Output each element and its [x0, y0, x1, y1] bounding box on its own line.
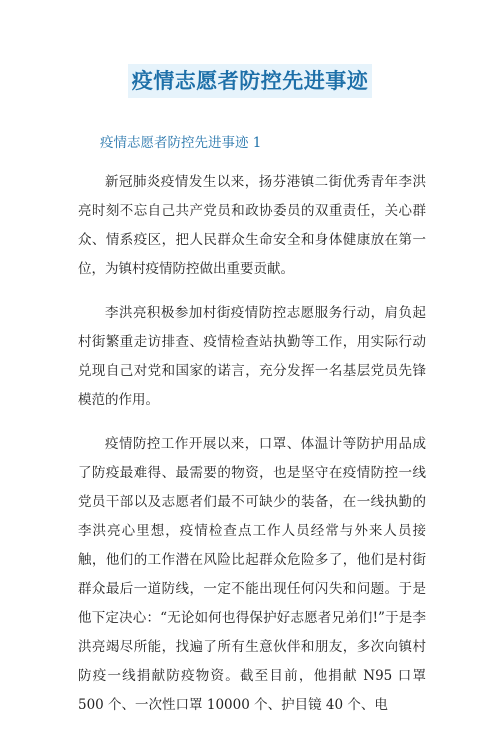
paragraph-3: 疫情防控工作开展以来，口罩、体温计等防护用品成了防疫最难得、最需要的物资，也是坚守在疫情防控一线党员干部以及志愿者们最不可缺少的装备，在一线执勤的李洪亮心里想，疫情检查点工作人员经常与外来人员接触，他们的工作潜在风险比起群众危险多了，他们是村街群众最后一道防线，一定不能出现任何闪失和问题。于是他下定决心：“无论如何也得保护好志愿者兄弟们!”于是李洪亮竭尽所能，找遍了所有生意伙伴和朋友，多次向镇村防疫一线捐献防疫物资。截至目前，他捐献 N95 口罩 500 个、一次性口罩 10000 个、护目镜 40 个、电: [78, 436, 426, 713]
title-wrapper: [0, 64, 500, 98]
article-body: [78, 168, 426, 735]
paragraph-2: 李洪亮积极参加村街疫情防控志愿服务行动，肩负起村街繁重走访排查、疫情检查站执勤等工作，用实际行动兑现自己对党和国家的诺言，充分发挥一名基层党员先锋模范的作用。: [78, 305, 426, 408]
document-title: 疫情志愿者防控先进事迹: [128, 64, 373, 98]
section-subtitle: 疫情志愿者防控先进事迹 1: [100, 135, 262, 151]
paragraph-1: 新冠肺炎疫情发生以来，扬芬港镇二街优秀青年李洪亮时刻不忘自己共产党员和政协委员的双重责任，关心群众、情系疫区，把人民群众生命安全和身体健康放在第一位，为镇村疫情防控做出重要贡献。: [78, 174, 426, 277]
